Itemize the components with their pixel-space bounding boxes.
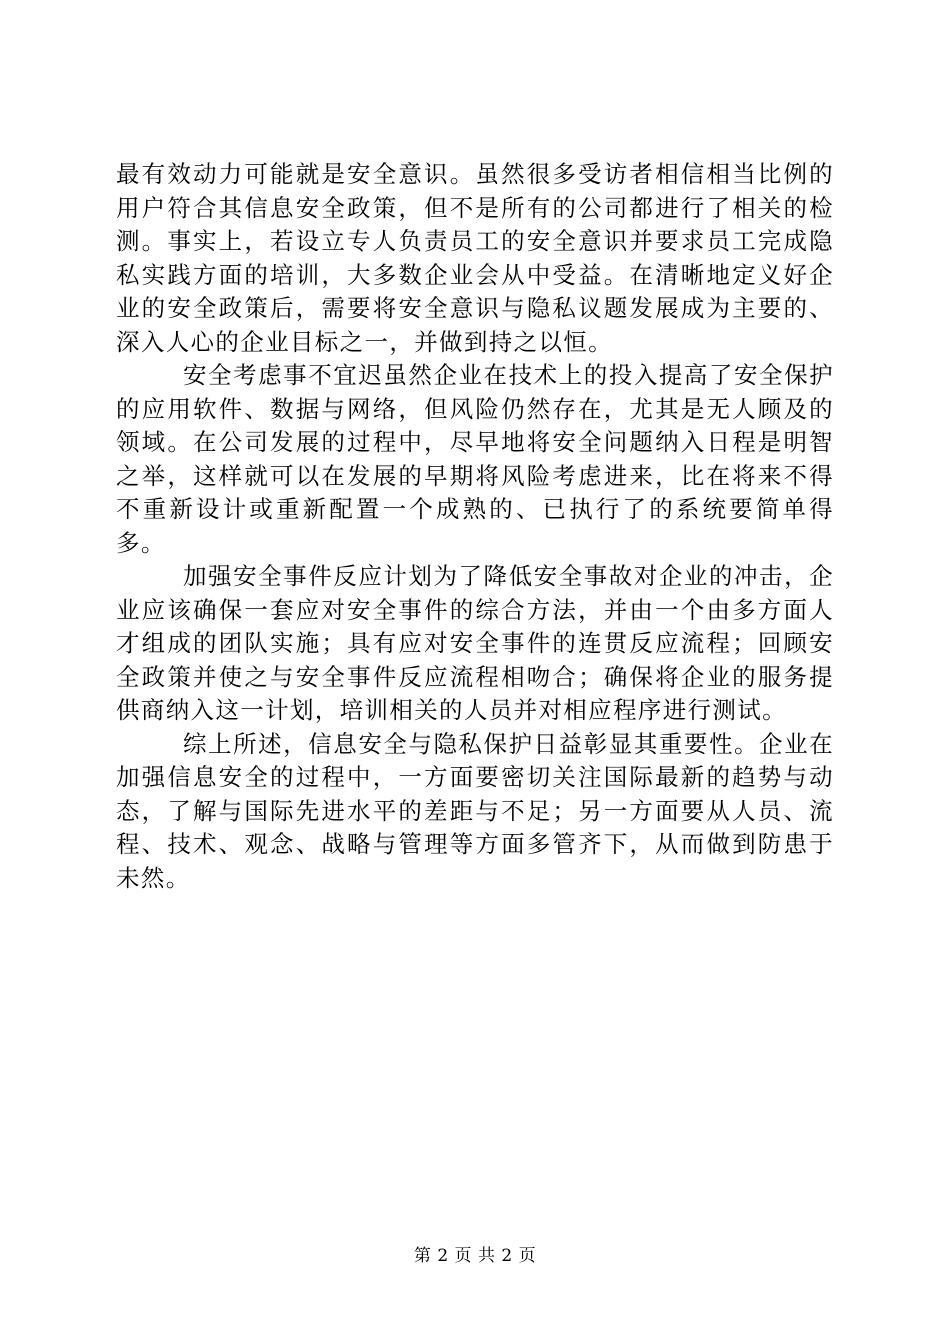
- paragraph-2: 安全考虑事不宜迟虽然企业在技术上的投入提高了安全保护的应用软件、数据与网络，但风险仍然存在，尤其是无人顾及的领域。在公司发展的过程中，尽早地将安全问题纳入日程是明智之举，这样就可以在发展的早期将风险考虑进来，比在将来不得不重新设计或重新配置一个成熟的、已执行了的系统要简单得多。: [116, 361, 834, 557]
- paragraph-4: 综上所述，信息安全与隐私保护日益彰显其重要性。企业在加强信息安全的过程中，一方面要密切关注国际最新的趋势与动态，了解与国际先进水平的差距与不足；另一方面要从人员、流程、技术、观念、战略与管理等方面多管齐下，从而做到防患于未然。: [116, 729, 834, 892]
- document-body: [116, 158, 834, 895]
- page-number-label: 第 2 页 共 2 页: [413, 1246, 537, 1266]
- paragraph-1: 最有效动力可能就是安全意识。虽然很多受访者相信相当比例的用户符合其信息安全政策，但不是所有的公司都进行了相关的检测。事实上，若设立专人负责员工的安全意识并要求员工完成隐私实践方面的培训，大多数企业会从中受益。在清晰地定义好企业的安全政策后，需要将安全意识与隐私议题发展成为主要的、深入人心的企业目标之一，并做到持之以恒。: [116, 160, 834, 356]
- page-footer: [0, 1244, 950, 1268]
- paragraph-3: 加强安全事件反应计划为了降低安全事故对企业的冲击，企业应该确保一套应对安全事件的综合方法，并由一个由多方面人才组成的团队实施；具有应对安全事件的连贯反应流程；回顾安全政策并使之与安全事件反应流程相吻合；确保将企业的服务提供商纳入这一计划，培训相关的人员并对相应程序进行测试。: [116, 562, 834, 724]
